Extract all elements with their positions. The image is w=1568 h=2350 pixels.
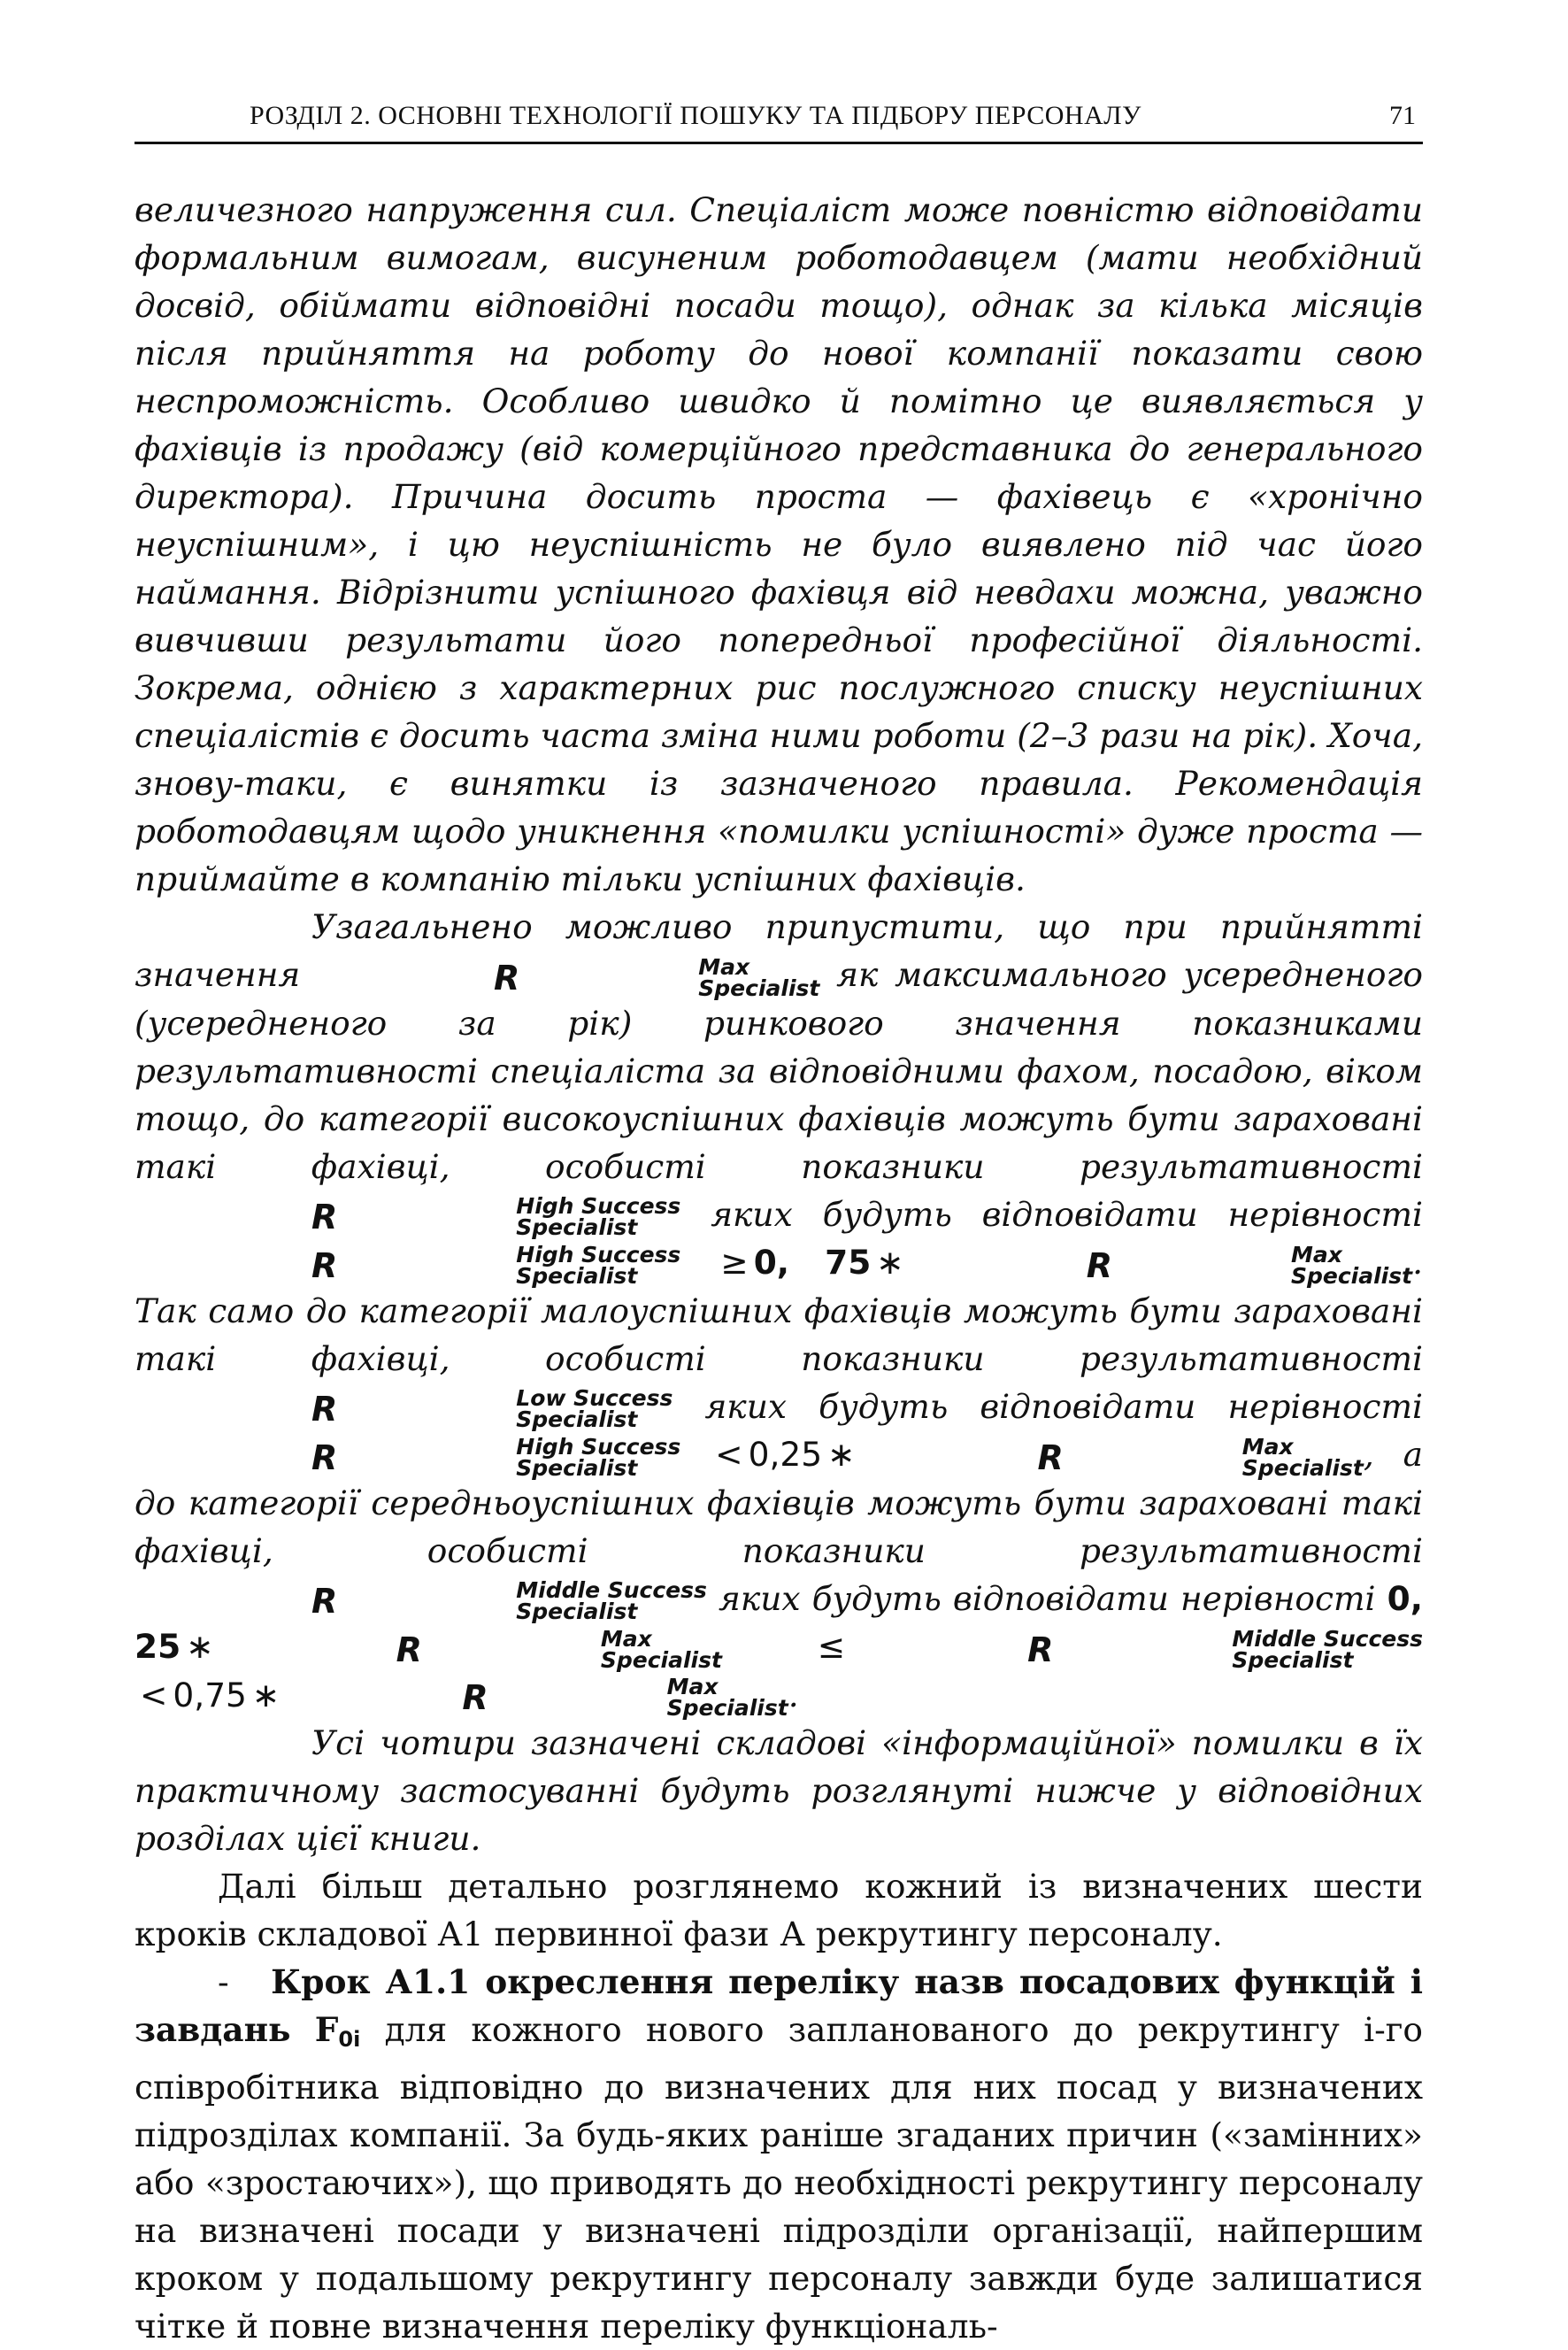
- op-lt: <: [715, 1435, 743, 1474]
- op-mul: ∗: [876, 1243, 904, 1282]
- page-body: [135, 186, 1423, 2350]
- formula-r-max-5: R Max Specialist: [462, 1674, 788, 1721]
- chapter-title: РОЗДІЛ 2. ОСНОВНІ ТЕХНОЛОГІЇ ПОШУКУ ТА ПІДБОРУ ПЕРСОНАЛУ: [250, 101, 1141, 130]
- formula-r-high: R High Success Specialist: [311, 1193, 681, 1240]
- coef-075-2: 0,75: [173, 1675, 247, 1714]
- step-text: для кожного нового запланованого до рекрутингу i-го співробітника відповідно до визначених для них посад у визначених підрозділах компанії. За будь-яких раніше згаданих причин («замінних» або «зростаючих»), що приводять до необхідності рекрутингу персоналу на визначені посади у визначені підрозділи організації, найпершим кроком у подальшому рекрутингу персоналу завжди буде залишатися чітке й повне визначення переліку функціональ-: [135, 2010, 1424, 2346]
- p2-text-1: Узагальнено можливо припустити, що при прийнятті значення: [135, 907, 1423, 994]
- formula-r-middle: R Middle Success Specialist: [311, 1577, 707, 1624]
- f-symbol: F0i: [314, 2010, 361, 2052]
- formula-r-middle-2: R Middle Success Specialist: [1027, 1625, 1423, 1673]
- formula-r-max-4: R Max Specialist: [396, 1625, 722, 1673]
- op-mul-2: ∗: [827, 1435, 856, 1474]
- formula-r-max-3: R Max Specialist: [1037, 1433, 1364, 1481]
- list-dash: -: [218, 1962, 229, 2001]
- formula-r-high-3: R High Success Specialist: [311, 1433, 681, 1481]
- formula-r-max-2: R Max Specialist: [1086, 1241, 1413, 1289]
- page-number: 71: [1389, 101, 1416, 130]
- paragraph-2: Узагальнено можливо припустити, що при прийнятті значення R Max Specialist як максимального усередненого (усередненого за рік) ринкового значення показниками результативності спеціаліста за відповідними фахом, посадою, віком тощо, до категорії високоуспішних фахівців можуть бути зараховані такі фахівці, особисті показники результативності R High Success Specialist яких будуть відповідати нерівності R High Success Specialist ≥ 0, 75 ∗ R Max Specialist . Так само до категорії малоуспішних фахівців можуть бути зараховані такі фахівці, особисті показники результативності R Low Success Specialist яких будуть відповідати нерівності R High Success Specialist < 0,25 ∗ R Max Specialist , а до категорії середньоуспішних фахівців можуть бути зараховані такі фахівці, особисті показники результативності R Middle Success Specialist яких будуть відповідати нерівності 0, 25 ∗ R Max Specialist ≤ R Middle Success Specialist < 0,75 ∗ R Max Specialist .: [135, 907, 1424, 1721]
- paragraph-1: величезного напруження сил. Спеціаліст може повністю відповідати формальним вимогам, висуненим роботодавцем (мати необхідний досвід, обіймати відповідні посади тощо), однак за кілька місяців після прийняття на роботу до нової компанії показати свою неспроможність. Особливо швидко й помітно це виявляється у фахівців із продажу (від комерційного представника до генерального директора). Причина досить проста — фахівець є «хронічно неуспішним», і цю неуспішність не було виявлено під час його наймання. Відрізнити успішного фахівця від невдахи можна, уважно вивчивши результати його попередньої професійної діяльності. Зокрема, однією з характерних рис послужного списку неуспішних спеціалістів є досить часта зміна ними роботи (2–3 рази на рік). Хоча, знову-таки, є винятки із зазначеного правила. Рекомендація роботодавцям щодо уникнення «помилки успішності» дуже проста — приймайте в компанію тільки успішних фахівців.: [135, 190, 1423, 898]
- op-geq: ≥: [720, 1243, 749, 1282]
- step-title: Крок А1.1 окреслення переліку назв посадових функцій і завдань: [135, 1962, 1423, 2049]
- formula-r-max: R Max Specialist: [494, 953, 820, 1001]
- op-mul-3: ∗: [186, 1627, 214, 1666]
- coef-025-bold: 0, 25: [135, 1578, 1424, 1666]
- page-header: [135, 97, 1423, 144]
- op-leq: ≤: [817, 1627, 846, 1666]
- p2-text-3: яких будуть відповідати нерівності: [711, 1194, 1423, 1234]
- paragraph-3: Усі чотири зазначені складові «інформаційної» помилки в їх практичному застосуванні будуть розглянуті нижче у відповідних розділах цієї книги.: [135, 1723, 1423, 1858]
- op-mul-4: ∗: [251, 1675, 281, 1714]
- op-lt-2: <: [140, 1675, 168, 1714]
- step-paragraph: [135, 1958, 1423, 2350]
- p2-text-6: а до категорії середньоуспішних фахівців можуть бути зараховані такі фахівці, особисті показники результативності: [135, 1435, 1423, 1570]
- p2-text-2: як максимального усередненого (усередненого за рік) ринкового значення показниками результативності спеціаліста за відповідними фахом, посадою, віком тощо, до категорії високоуспішних фахівців можуть бути зараховані такі фахівці, особисті показники результативності: [135, 955, 1423, 1186]
- p2-text-5: яких будуть відповідати нерівності: [704, 1386, 1423, 1426]
- coef-025: 0,25: [748, 1435, 823, 1474]
- formula-r-high-2: R High Success Specialist: [311, 1241, 681, 1289]
- coef-075: 0, 75: [753, 1243, 872, 1282]
- paragraph-4: Далі більш детально розглянемо кожний із визначених шести кроків складової А1 первинної фази А рекрутингу персоналу.: [135, 1867, 1423, 1953]
- p2-text-4: Так само до категорії малоуспішних фахівців можуть бути зараховані такі фахівці, особисті показники результативності: [135, 1291, 1423, 1378]
- formula-r-low: R Low Success Specialist: [311, 1385, 673, 1432]
- p2-text-7: яких будуть відповідати нерівності: [719, 1578, 1376, 1618]
